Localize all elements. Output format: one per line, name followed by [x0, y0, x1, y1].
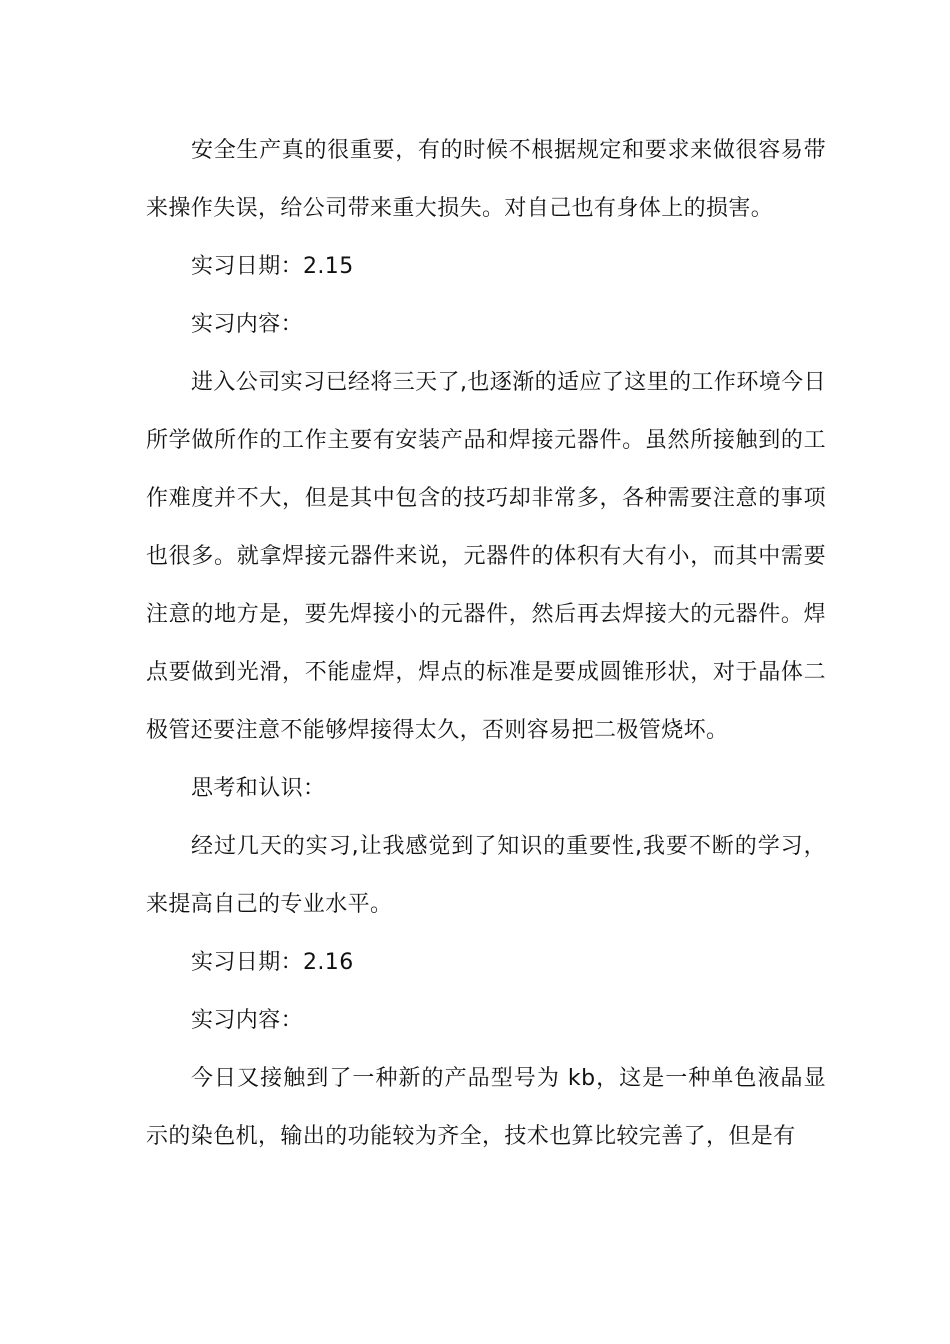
- internship-date-2: 实习日期：2.16: [191, 950, 354, 975]
- internship-content-label-2: 实习内容：: [191, 1008, 304, 1033]
- paragraph-reflection: 经过几天的实习,让我感觉到了知识的重要性,我要不断的学习，来提高自己的专业水平。: [146, 834, 826, 917]
- paragraph-safety: 安全生产真的很重要，有的时候不根据规定和要求来做很容易带来操作失误，给公司带来重大损失。对自己也有身体上的损害。: [146, 138, 826, 221]
- internship-date-1: 实习日期：2.15: [191, 254, 354, 279]
- paragraph-new-product: 今日又接触到了一种新的产品型号为 kb，这是一种单色液晶显示的染色机，输出的功能较为齐全，技术也算比较完善了，但是有: [146, 1066, 826, 1149]
- internship-content-label-1: 实习内容：: [191, 312, 304, 337]
- reflection-label: 思考和认识：: [191, 776, 326, 801]
- paragraph-welding: 进入公司实习已经将三天了,也逐渐的适应了这里的工作环境今日所学做所作的工作主要有安装产品和焊接元器件。虽然所接触到的工作难度并不大，但是其中包含的技巧却非常多，各种需要注意的事项也很多。就拿焊接元器件来说，元器件的体积有大有小，而其中需要注意的地方是，要先焊接小的元器件，然后再去焊接大的元器件。焊点要做到光滑，不能虚焊，焊点的标准是要成圆锥形状，对于晶体二极管还要注意不能够焊接得太久，否则容易把二极管烧坏。: [146, 370, 826, 743]
- document-body: [146, 122, 826, 1166]
